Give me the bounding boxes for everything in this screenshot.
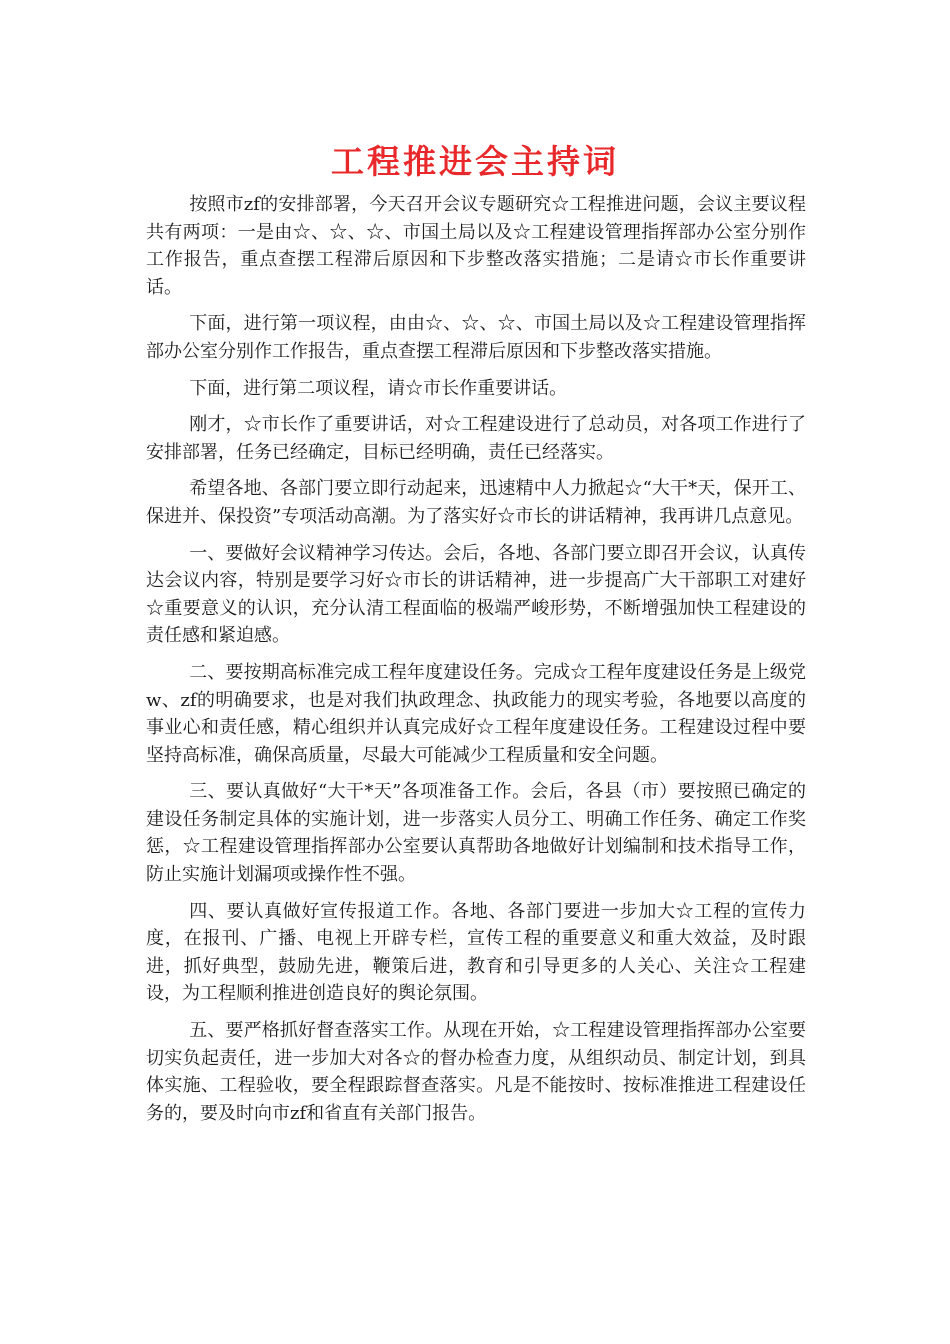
paragraph-10: 五、要严格抓好督查落实工作。从现在开始，☆工程建设管理指挥部办公室要切实负起责任，进一步加大对各☆的督办检查力度，从组织动员、制定计划，到具体实施、工程验收，要全程跟踪督查落实。凡是不能按时、按标准推进工程建设任务的，要及时向市zf和省直有关部门报告。 [146,1020,806,1124]
document-body [146,191,806,1136]
paragraph-1: 按照市zf的安排部署，今天召开会议专题研究☆工程推进问题，会议主要议程共有两项：一是由☆、☆、☆、市国土局以及☆工程建设管理指挥部办公室分别作工作报告，重点查摆工程滞后原因和下步整改落实措施；二是请☆市长作重要讲话。 [146,194,806,298]
paragraph-4: 刚才，☆市长作了重要讲话，对☆工程建设进行了总动员，对各项工作进行了安排部署，任务已经确定，目标已经明确，责任已经落实。 [146,414,806,463]
paragraph-6: 一、要做好会议精神学习传达。会后，各地、各部门要立即召开会议，认真传达会议内容，特别是要学习好☆市长的讲话精神，进一步提高广大干部职工对建好☆重要意义的认识，充分认清工程面临的极端严峻形势，不断增强加快工程建设的责任感和紧迫感。 [146,542,806,647]
paragraph-3: 下面，进行第二项议程，请☆市长作重要讲话。 [189,377,568,399]
paragraph-7: 二、要按期高标准完成工程年度建设任务。完成☆工程年度建设任务是上级党w、zf的明确要求，也是对我们执政理念、执政能力的现实考验，各地要以高度的事业心和责任感，精心组织并认真完成好☆工程年度建设任务。工程建设过程中要坚持高标准，确保高质量，尽最大可能减少工程质量和安全问题。 [146,661,806,766]
document-title: 工程推进会主持词 [331,142,619,181]
paragraph-9: 四、要认真做好宣传报道工作。各地、各部门要进一步加大☆工程的宣传力度，在报刊、广播、电视上开辟专栏，宣传工程的重要意义和重大效益，及时跟进，抓好典型，鼓励先进，鞭策后进，教育和引导更多的人关心、关注☆工程建设，为工程顺利推进创造良好的舆论氛围。 [146,900,806,1005]
paragraph-2: 下面，进行第一项议程，由由☆、☆、☆、市国土局以及☆工程建设管理指挥部办公室分别作工作报告，重点查摆工程滞后原因和下步整改落实措施。 [146,313,806,362]
paragraph-8: 三、要认真做好“大干*天”各项准备工作。会后，各县（市）要按照已确定的建设任务制定具体的实施计划，进一步落实人员分工、明确工作任务、确定工作奖惩，☆工程建设管理指挥部办公室要认真帮助各地做好计划编制和技术指导工作，防止实施计划漏项或操作性不强。 [146,781,806,886]
paragraph-5: 希望各地、各部门要立即行动起来，迅速精中人力掀起☆“大干*天，保开工、保进并、保投资”专项活动高潮。为了落实好☆市长的讲话精神，我再讲几点意见。 [146,478,806,527]
